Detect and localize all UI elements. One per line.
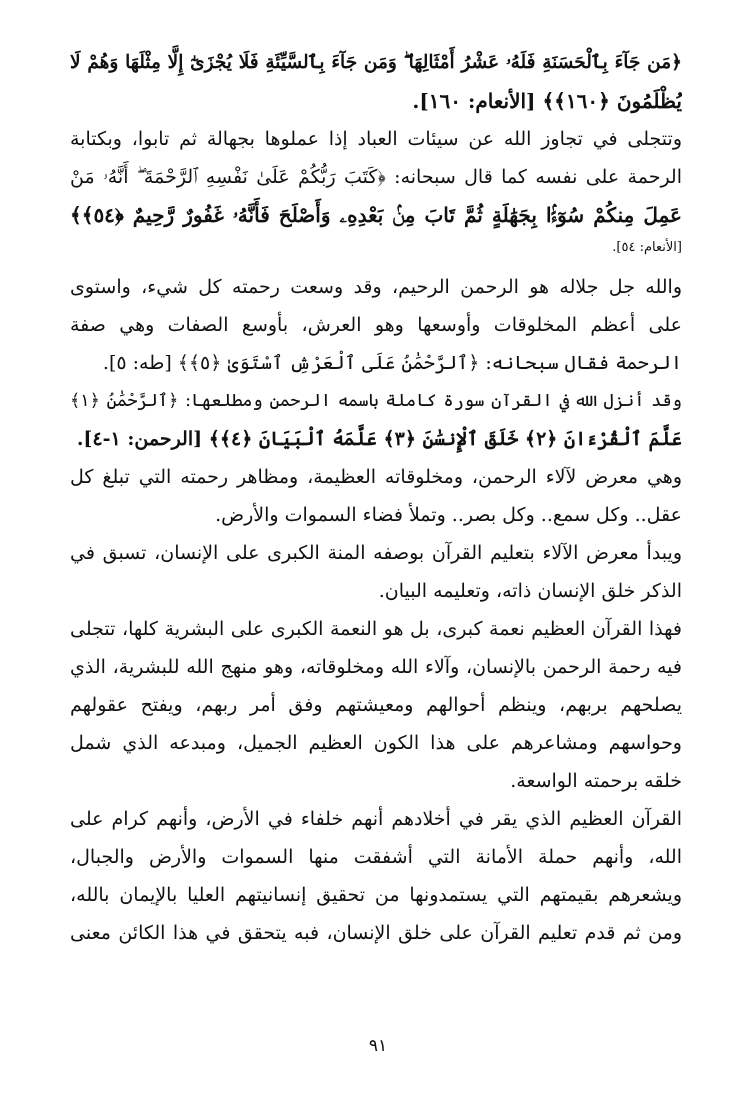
paragraph-repentance — [70, 120, 682, 262]
text-line: ويشعرهم بقيمتهم التي يستمدونها من تحقيق إنسانيتهم العليا بالإيمان بالله، — [70, 884, 682, 906]
text-line: فيه رحمة الرحمن بالإنسان، وآلاء الله ومخلوقاته، وهو منهج الله للبشرية، الذي — [70, 656, 682, 678]
quran-verse-line: عَمِلَ مِنكُمْ سُوٓءًۢا بِجَهَٰلَةٍ ثُمَّ تَابَ مِنۢ بَعْدِهِۦ وَأَصْلَحَ فَأَنَّهُۥ غَفُورٌ رَّحِيمٌ ﴿٥٤﴾﴾ — [70, 203, 682, 227]
paragraph-throne — [70, 268, 682, 382]
quran-verse-line: ﴿مَن جَآءَ بِٱلْحَسَنَةِ فَلَهُۥ عَشْرُ أَمْثَالِهَا ۖ وَمَن جَآءَ بِٱلسَّيِّئَةِ فَلَا يُجْزَىٰٓ إِلَّا مِثْلَهَا وَهُمْ لَا — [70, 52, 682, 73]
text-line: وتتجلى في تجاوز الله عن سيئات العباد إذا عملوها بجهالة ثم تابوا، وبكتابة — [70, 128, 682, 150]
paragraph-vicegerents — [70, 800, 682, 952]
text-line: ويبدأ معرض الآلاء بتعليم القرآن بوصفه المنة الكبرى على الإنسان، تسبق في — [70, 542, 682, 564]
paragraph-teaching-quran — [70, 534, 682, 610]
text-line: الرحمة على نفسه كما قال سبحانه: ﴿كَتَبَ رَبُّكُمْ عَلَىٰ نَفْسِهِ ٱلرَّحْمَةَ ۖ أَنَّهُۥ مَنْ — [70, 166, 682, 188]
text-line: فهذا القرآن العظيم نعمة كبرى، بل هو النعمة الكبرى على البشرية كلها، تتجلى — [70, 618, 682, 640]
text-line: وحواسهم ومشاعرهم على هذا الكون العظيم الجميل، ومبدعه الذي شمل — [70, 732, 682, 754]
verse-reference: [الأنعام: ٥٤]. — [612, 240, 682, 255]
text-line: ومن ثم قدم تعليم القرآن على خلق الإنسان، فبه يتحقق في هذا الكائن معنى — [70, 922, 682, 944]
paragraph-quran-anam-160 — [70, 44, 682, 120]
text-line: وقد أنزل الله في القرآن سورة كاملة باسمه الرحمن ومطلعها: ﴿ٱلرَّحْمَٰنُ ﴿١﴾ — [70, 391, 682, 411]
paragraph-blessings — [70, 458, 682, 534]
text-line: يصلحهم بربهم، وينظم أحوالهم ومعيشتهم وفق أمر ربهم، ويفتح عقولهم — [70, 694, 682, 716]
text-line: خلقه برحمته الواسعة. — [510, 770, 682, 792]
text-line: وهي معرض لآلاء الرحمن، ومخلوقاته العظيمة، ومظاهر رحمته التي تبلغ كل — [70, 466, 682, 488]
paragraph-great-blessing — [70, 610, 682, 800]
text-line: القرآن العظيم الذي يقر في أخلادهم أنهم خلفاء في الأرض، وأنهم كرام على — [70, 808, 682, 830]
text-line: عقل.. وكل سمع.. وكل بصر.. وتملأ فضاء السموات والأرض. — [215, 504, 682, 526]
quran-verse-line: عَلَّمَ ٱلْقُرْءَانَ ﴿٢﴾ خَلَقَ ٱلْإِنسَٰنَ ﴿٣﴾ عَلَّمَهُ ٱلْبَيَانَ ﴿٤﴾﴾ [الرحمن: ١-٤]. — [76, 428, 682, 450]
text-line: الرحمة فقال سبحانه: ﴿ٱلرَّحْمَٰنُ عَلَى ٱلْعَرْشِ ٱسْتَوَىٰ ﴿٥﴾﴾ [طه: ٥]. — [102, 352, 682, 374]
text-line: الله، وأنهم حملة الأمانة التي أشفقت منها السموات والأرض والجبال، — [70, 846, 682, 868]
paragraph-surah-rahman — [70, 382, 682, 458]
text-line: على أعظم المخلوقات وأوسعها وهو العرش، بأوسع الصفات وهي صفة — [70, 314, 682, 336]
quran-verse-line: يُظْلَمُونَ ﴿١٦٠﴾﴾ [الأنعام: ١٦٠]. — [412, 89, 682, 113]
page-number: ٩١ — [368, 1036, 388, 1056]
text-line: والله جل جلاله هو الرحمن الرحيم، وقد وسعت رحمته كل شيء، واستوى — [70, 276, 682, 298]
text-line: الذكر خلق الإنسان ذاته، وتعليمه البيان. — [378, 580, 682, 602]
